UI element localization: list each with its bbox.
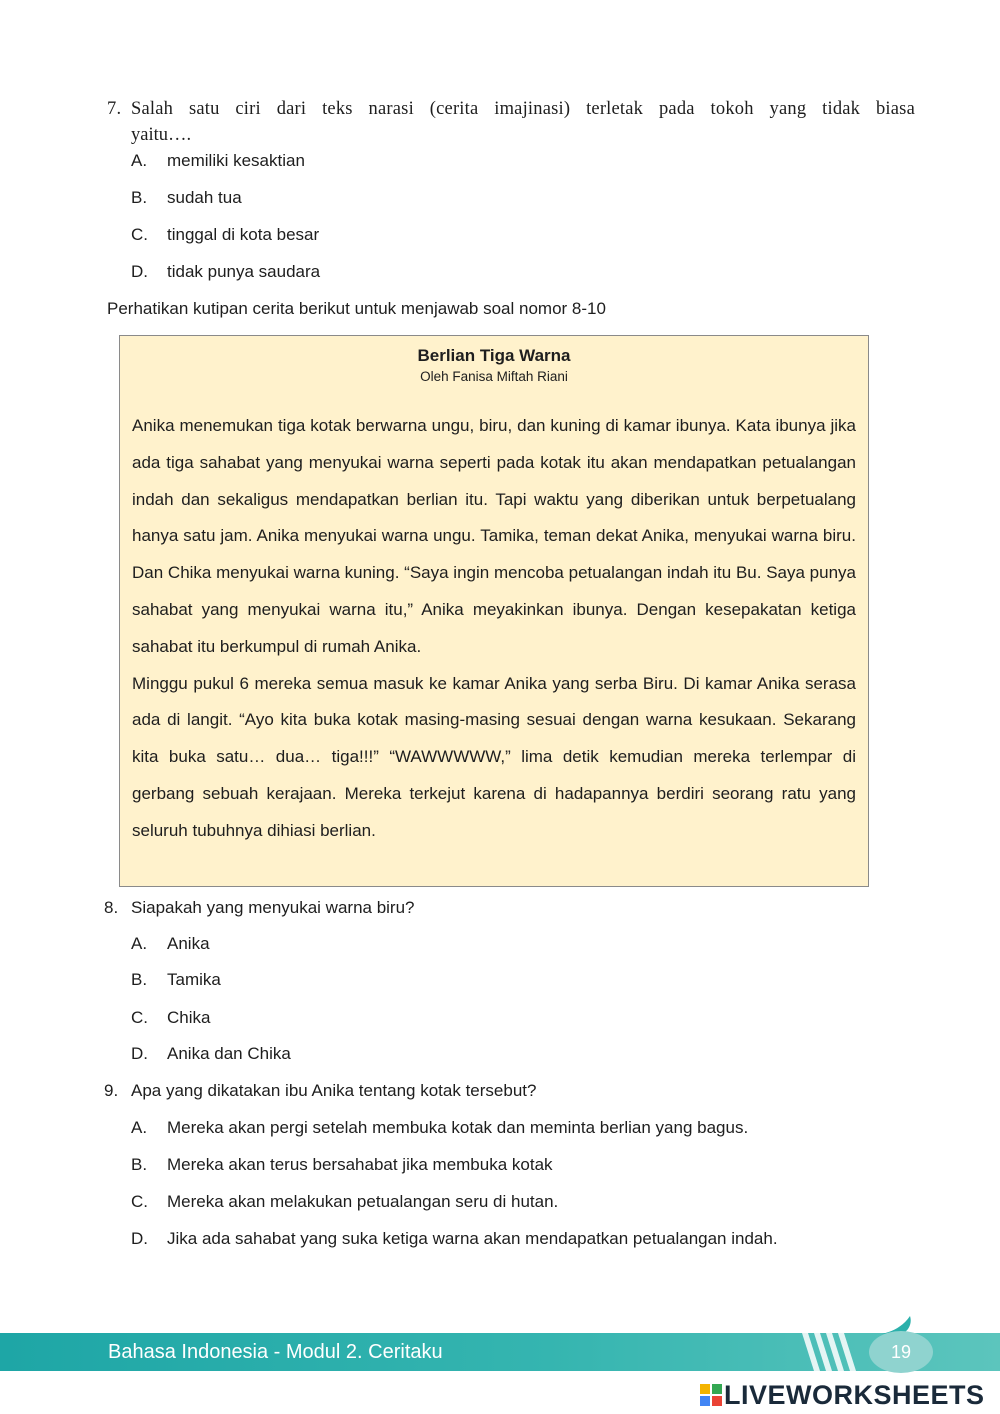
footer-module-title: Bahasa Indonesia - Modul 2. Ceritaku [108, 1341, 443, 1363]
reading-instruction: Perhatikan kutipan cerita berikut untuk menjawab soal nomor 8-10 [107, 299, 606, 318]
question-7-text-line1: Salah satu ciri dari teks narasi (cerita imajinasi) terletak pada tokoh yang tidak biasa [131, 99, 915, 119]
story-author: Oleh Fanisa Miftah Riani [420, 369, 568, 384]
question-8-option-d[interactable] [131, 1043, 291, 1065]
question-7 [107, 96, 915, 122]
option-text: Anika [167, 934, 210, 953]
option-text: tinggal di kota besar [167, 225, 320, 244]
question-9-text: Apa yang dikatakan ibu Anika tentang kotak tersebut? [131, 1081, 537, 1100]
option-letter: C. [131, 1192, 148, 1211]
option-text: Mereka akan pergi setelah membuka kotak dan meminta berlian yang bagus. [167, 1118, 749, 1137]
question-8-text: Siapakah yang menyukai warna biru? [131, 898, 415, 917]
option-text: memiliki kesaktian [167, 151, 305, 170]
question-7-option-a[interactable] [131, 150, 305, 172]
question-7-number: 7. [107, 99, 122, 119]
story-paragraph-2: Minggu pukul 6 mereka semua masuk ke kamar Anika yang serba Biru. Di kamar Anika serasa ada di langit. “Ayo kita buka kotak masing-masing sesuai dengan warna kesukaan. Sekarang kita buka satu… dua… tiga!!!” “WAWWWWW,” lima detik kemudian mereka terlempar di gerbang sebuah kerajaan. Mereka terkejut karena di hadapannya berdiri seorang ratu yang seluruh tubuhnya dihiasi berlian. [132, 673, 856, 840]
question-8-number: 8. [104, 898, 119, 917]
option-letter: B. [131, 1155, 148, 1174]
story-title: Berlian Tiga Warna [417, 346, 571, 365]
option-text: Tamika [167, 970, 221, 989]
option-text: Anika dan Chika [167, 1044, 291, 1063]
footer-stripes-decoration [800, 1333, 870, 1371]
option-text: Mereka akan terus bersahabat jika membuka kotak [167, 1155, 553, 1174]
question-7-option-c[interactable] [131, 224, 319, 246]
option-letter: B. [131, 188, 148, 207]
question-7-text-line2: yaitu…. [131, 125, 192, 145]
liveworksheets-logo-icon [700, 1384, 722, 1406]
story-paragraph-1: Anika menemukan tiga kotak berwarna ungu, biru, dan kuning di kamar ibunya. Kata ibunya jika ada tiga sahabat yang menyukai warna seperti pada kotak itu akan mendapatkan petualangan indah dan sekaligus mendapatkan berlian itu. Tapi waktu yang diberikan untuk berpetualang hanya satu jam. Anika menyukai warna ungu. Tamika, teman dekat Anika, menyukai warna biru. Dan Chika menyukai warna kuning. “Saya ingin mencoba petualangan indah itu Bu. Saya punya sahabat yang menyukai warna itu,” Anika meyakinkan ibunya. Dengan kesepakatan ketiga sahabat itu berkumpul di rumah Anika. [132, 416, 856, 656]
question-9 [104, 1080, 536, 1102]
question-9-option-b[interactable] [131, 1154, 553, 1176]
question-7-option-b[interactable] [131, 187, 242, 209]
option-letter: D. [131, 262, 148, 281]
option-letter: D. [131, 1229, 148, 1248]
question-9-option-d[interactable] [131, 1228, 778, 1250]
question-8-option-b[interactable] [131, 969, 221, 991]
option-letter: B. [131, 970, 148, 989]
question-8-option-c[interactable] [131, 1007, 210, 1029]
option-letter: D. [131, 1044, 148, 1063]
option-text: tidak punya saudara [167, 262, 321, 281]
option-letter: C. [131, 225, 148, 244]
page-number: 19 [869, 1331, 933, 1373]
option-text: sudah tua [167, 188, 242, 207]
question-9-option-c[interactable] [131, 1191, 558, 1213]
story-box [119, 335, 869, 887]
question-7-option-d[interactable] [131, 261, 320, 283]
option-text: Jika ada sahabat yang suka ketiga warna akan mendapatkan petualangan indah. [167, 1229, 778, 1248]
option-letter: A. [131, 1118, 148, 1137]
question-8 [104, 897, 415, 919]
question-8-option-a[interactable] [131, 933, 210, 955]
option-letter: C. [131, 1008, 148, 1027]
liveworksheets-watermark [700, 1380, 985, 1410]
liveworksheets-brand: LIVEWORKSHEETS [724, 1380, 985, 1410]
question-9-option-a[interactable] [131, 1117, 748, 1139]
story-body [132, 408, 856, 850]
option-text: Chika [167, 1008, 211, 1027]
option-text: Mereka akan melakukan petualangan seru di hutan. [167, 1192, 559, 1211]
option-letter: A. [131, 934, 148, 953]
question-9-number: 9. [104, 1081, 119, 1100]
option-letter: A. [131, 151, 148, 170]
